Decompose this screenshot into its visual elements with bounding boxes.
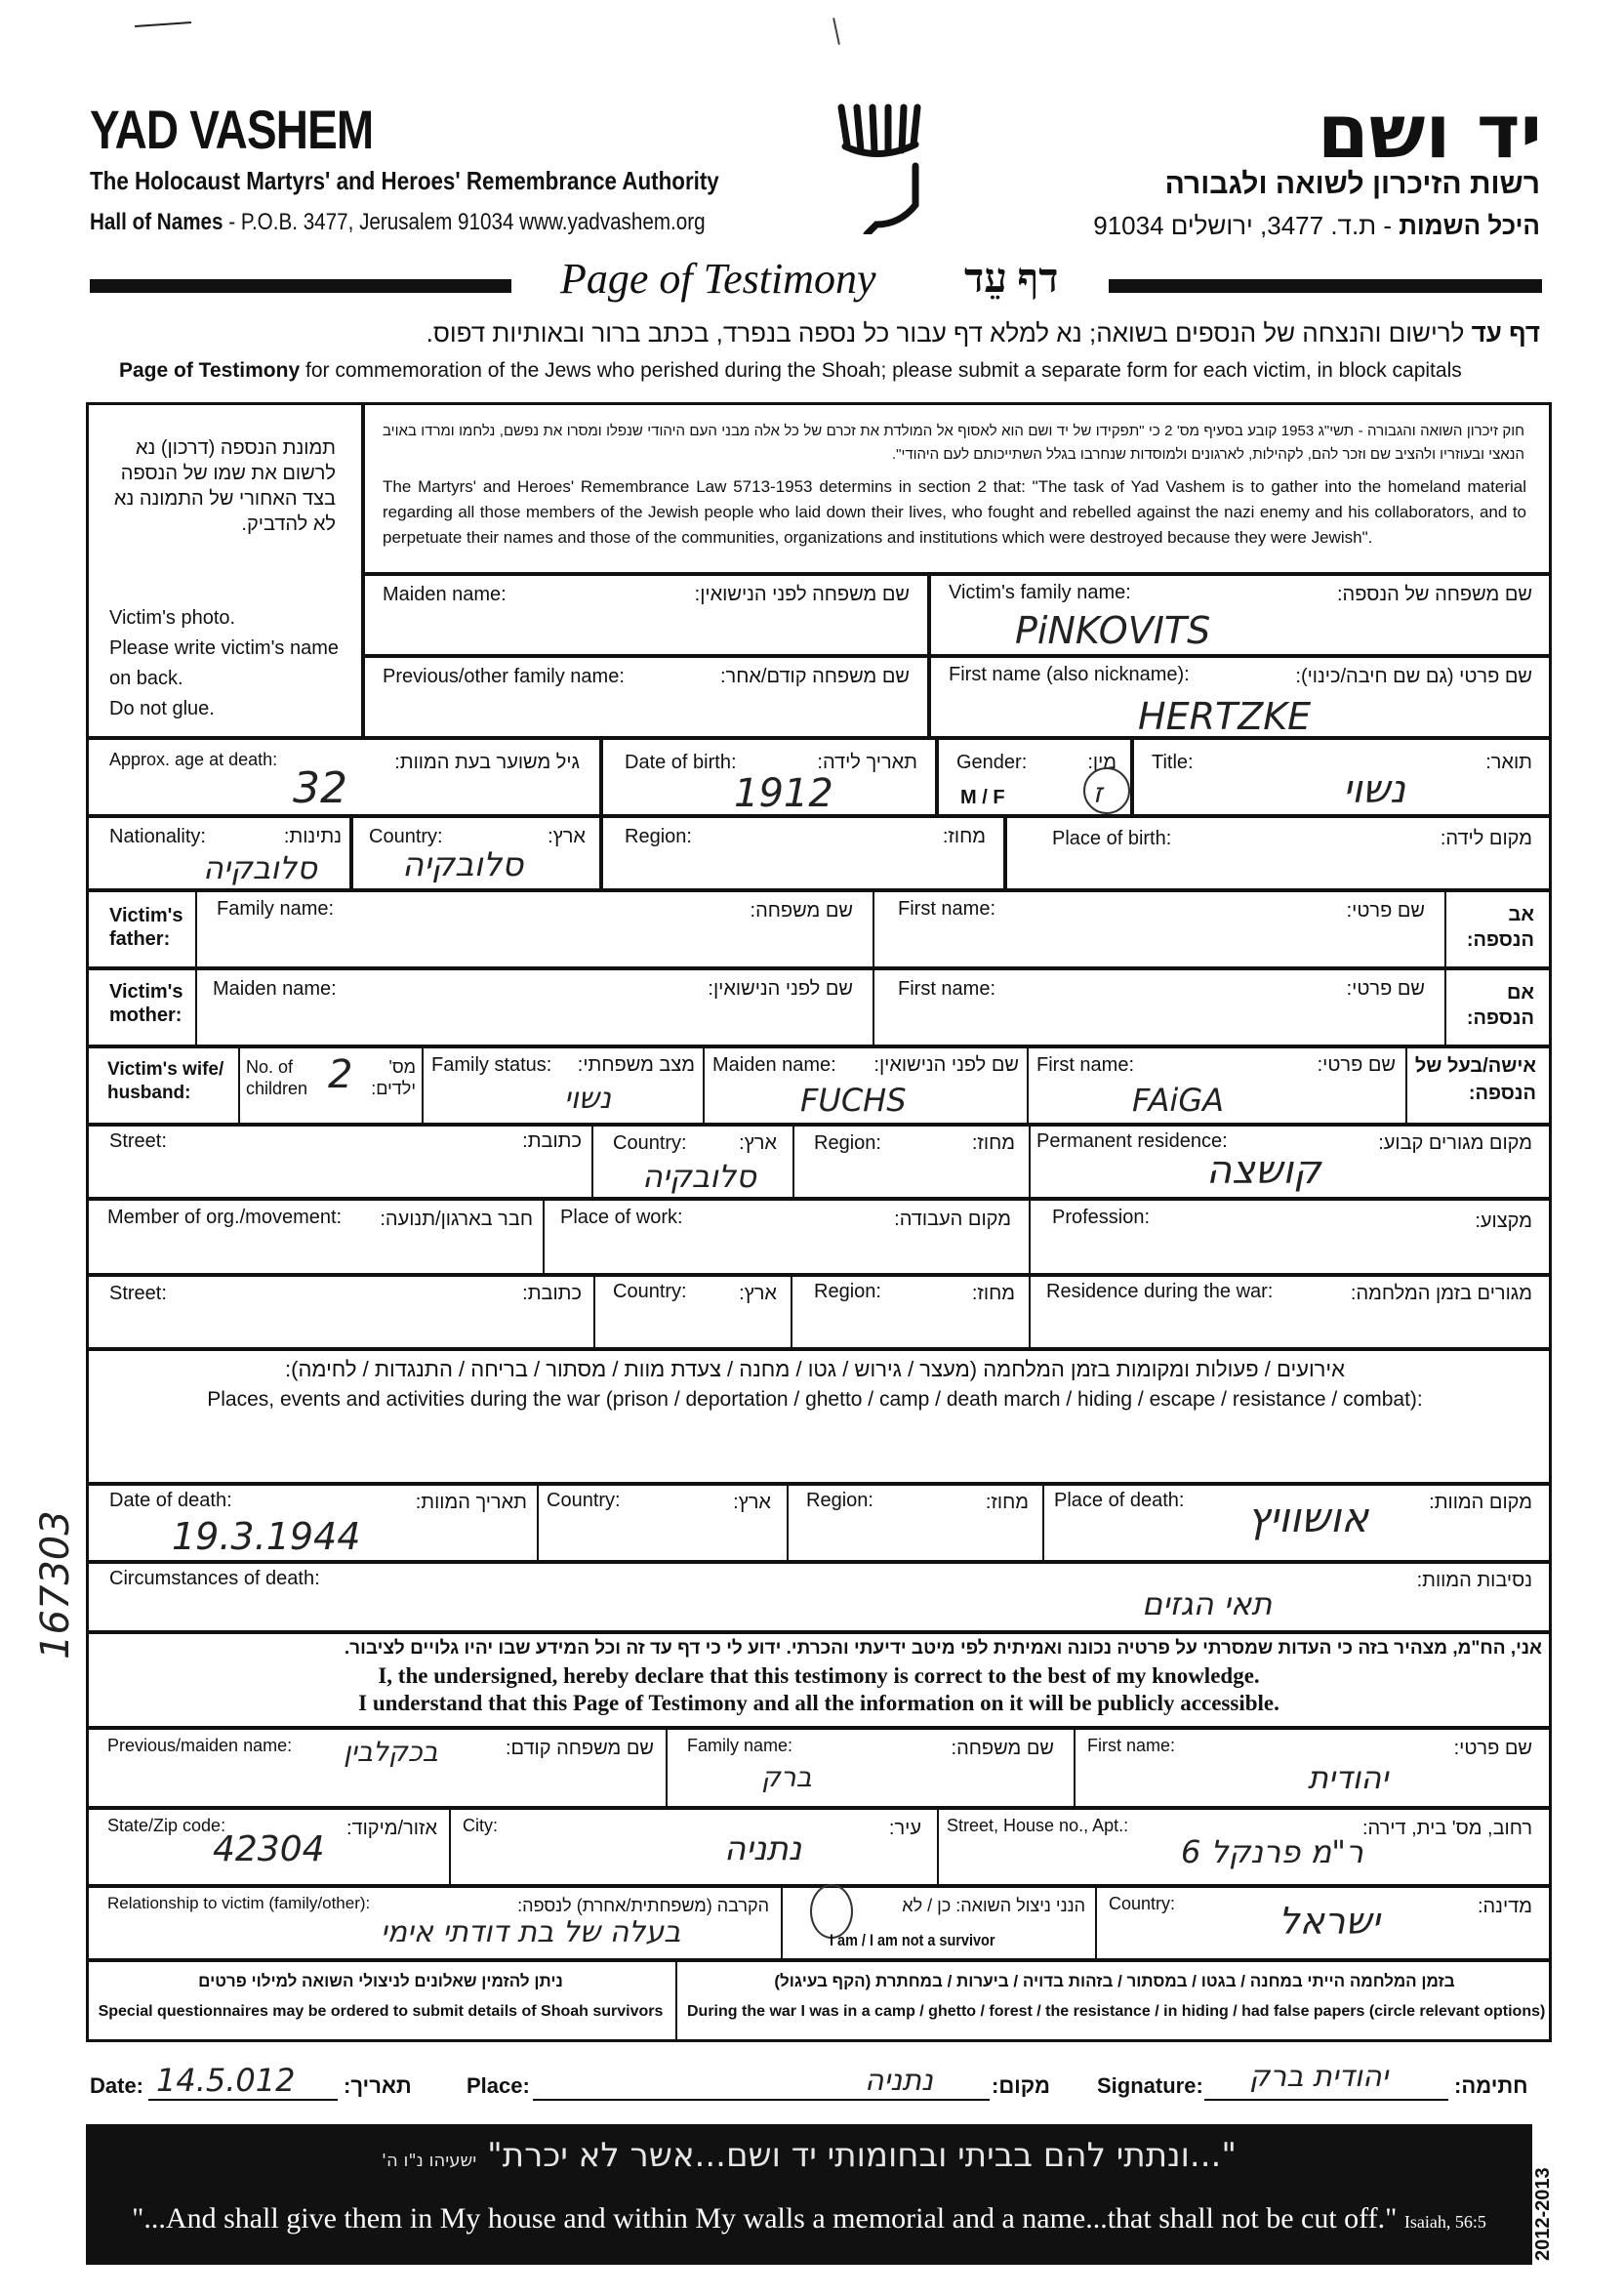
spouse-maiden-label-en: Maiden name: [712, 1054, 836, 1076]
declaration-he: אני, הח"מ, מצהיר בזה כי העדות שמסרתי על פרטיה נכונה ואמיתית לפי מיטב ידיעתי והכרתי. ידוע לי כי דף עד זה וכל המידע שבו יהיו גלויים לציבור. [344, 1638, 1542, 1659]
form-title-he: דף עֵד [964, 257, 1059, 302]
verse-he-ref: ישעיהו נ"ו ה' [382, 2151, 477, 2171]
mother-maiden-label-he: שם לפני הנישואין: [708, 978, 853, 1000]
top-scribble-mark [135, 21, 191, 27]
submitter-prev-label-he: שם משפחה קודם: [505, 1738, 654, 1759]
death-place-value: אושוויץ [1247, 1494, 1369, 1541]
verse-en-text: "...And shall give them in My house and within My walls a memorial and a name...that shall not be cut off." [132, 2202, 1398, 2234]
family-status-label-he: מצב משפחתי: [577, 1054, 695, 1076]
age-label-he: גיל משוער בעת המוות: [394, 752, 580, 773]
submitter-first-value: יהודית [1308, 1759, 1389, 1796]
residence-country-label-en: Country: [613, 1132, 687, 1154]
org-name-he: יד ושם [1317, 88, 1542, 175]
hall-he-label: היכל השמות [1399, 211, 1540, 240]
war-region-label-he: מחוז: [971, 1283, 1015, 1304]
signature-label-en: Signature: [1097, 2073, 1203, 2098]
country-label-he: ארץ: [548, 826, 586, 847]
zip-label-he: אזור/מיקוד: [345, 1818, 437, 1839]
yad-vashem-logo [832, 98, 925, 234]
hall-label: Hall of Names [90, 209, 223, 235]
org-subtitle-he: רשות הזיכרון לשואה ולגבורה [1164, 168, 1540, 200]
law-text-en: The Martyrs' and Heroes' Remembrance Law 5713-1953 determins in section 2 that: "The task of Yad Vashem is to gather into the homeland material regarding all those members of the Jewish people who laid down their lives, who fought and rebelled against the nazi enemy and his collaborators, and to perpetuate their names and those of the communities, organizations and institutions which were destroyed because they were Jewish". [383, 477, 1526, 547]
death-country-label-en: Country: [547, 1490, 621, 1511]
residence-country-value: סלובקיה [642, 1158, 756, 1195]
family-name-label-en: Victim's family name: [949, 582, 1131, 603]
permanent-residence-label-he: מקום מגורים קבוע: [1378, 1132, 1532, 1154]
org-subtitle-en: The Holocaust Martyrs' and Heroes' Remembrance Authority [90, 166, 719, 195]
war-country-label-he: ארץ: [739, 1283, 777, 1304]
nationality-label-he: נתינות: [283, 826, 342, 847]
member-org-label-he: חבר בארגון/תנועה: [380, 1209, 533, 1230]
survivor-label-he: הנני ניצול השואה: כן / לא [902, 1896, 1085, 1915]
photo-line-1: Victim's photo. [109, 607, 236, 629]
city-label-en: City: [463, 1816, 498, 1835]
death-country-label-he: ארץ: [733, 1492, 771, 1513]
gender-label-he: מין: [1087, 752, 1116, 773]
questionnaire-right-he: בזמן המלחמה הייתי במחנה / בגטו / במסתור / בזהות בדויה / ביערות / במחתרת (הקף בעיגול) [774, 1972, 1455, 1990]
father-row-label-he: אב הנספה: [1466, 904, 1534, 951]
previous-name-label-en: Previous/other family name: [383, 666, 625, 687]
mother-maiden-label-en: Maiden name: [213, 978, 337, 1000]
family-status-value: נשוי [564, 1082, 612, 1116]
spouse-row-label-en: Victim's wife/ husband: [107, 1059, 224, 1103]
submitter-first-label-he: שם פרטי: [1453, 1738, 1532, 1759]
nationality-label-en: Nationality: [109, 826, 206, 847]
title-value: נשוי [1343, 767, 1406, 812]
spouse-first-label-he: שם פרטי: [1317, 1054, 1396, 1076]
title-rule-right [1109, 279, 1542, 293]
instruction-en-bold: Page of Testimony [119, 359, 301, 382]
first-name-value: HERTZKE [1138, 695, 1312, 738]
circumstances-value: תאי הגזים [1142, 1585, 1273, 1622]
instruction-he-text: לרישום והנצחה של הנספים בשואה; נא למלא דף עבור כל נספה בנפרד, בכתב ברור ובאותיות דפוס. [426, 318, 1472, 348]
maiden-name-label-he: שם משפחה לפני הנישואין: [694, 584, 910, 605]
residence-country-label-he: ארץ: [739, 1132, 777, 1154]
title-field[interactable] [1132, 738, 1552, 816]
instruction-he [426, 318, 1540, 348]
title-label-en: Title: [1152, 752, 1194, 773]
war-region-label-en: Region: [814, 1281, 881, 1302]
hall-of-names-he [1093, 211, 1540, 241]
declaration-en-2: I understand that this Page of Testimony and all the information on it will be publicly accessible. [358, 1691, 1279, 1715]
instruction-en [119, 359, 1462, 383]
gender-value: ז [1093, 777, 1103, 809]
spouse-row-label-he: אישה/בעל של הנספה: [1414, 1055, 1536, 1104]
gender-label-en: Gender: [956, 752, 1028, 773]
permanent-residence-value: קושצה [1206, 1148, 1321, 1193]
father-family-label-he: שם משפחה: [750, 900, 853, 922]
place-of-work-label-en: Place of work: [560, 1207, 683, 1228]
father-first-label-he: שם פרטי: [1346, 900, 1425, 922]
form-title-en: Page of Testimony [560, 255, 876, 303]
nationality-value: סלובקיה [203, 849, 317, 886]
war-street-label-en: Street: [109, 1283, 167, 1304]
title-rule-left [90, 279, 511, 293]
death-place-label-en: Place of death: [1054, 1490, 1185, 1511]
city-label-he: עיר: [888, 1818, 921, 1839]
profession-label-en: Profession: [1052, 1207, 1151, 1228]
family-name-value: PiNKOVITS [1015, 609, 1211, 652]
place-value[interactable]: נתניה [865, 2064, 934, 2098]
archive-number: 167303 [33, 1510, 78, 1660]
verse-he [86, 2136, 1532, 2175]
residence-street-label-he: כתובת: [522, 1130, 582, 1152]
signature-value[interactable]: יהודית ברק [1249, 2060, 1389, 2094]
date-value[interactable]: 14.5.012 [156, 2062, 296, 2099]
submitter-country-label-he: מדינה: [1477, 1896, 1532, 1917]
residence-street-label-en: Street: [109, 1130, 167, 1152]
survivor-label-en[interactable]: I am / I am not a survivor [830, 1931, 995, 1949]
age-value: 32 [293, 763, 347, 813]
photo-line-2: Please write victim's name [109, 637, 339, 659]
questionnaire-left-he: ניתן להזמין שאלונים לניצולי השואה למילוי פרטים [198, 1972, 563, 1990]
street-house-label-en: Street, House no., Apt.: [947, 1816, 1129, 1835]
submitter-country-label-en: Country: [1109, 1894, 1176, 1913]
submitter-family-label-en: Family name: [687, 1736, 793, 1755]
declaration-en-1: I, the undersigned, hereby declare that this testimony is correct to the best of my knowledge. [378, 1663, 1260, 1688]
mother-first-input[interactable] [876, 1011, 1442, 1045]
submitter-family-value: ברק [761, 1761, 812, 1793]
law-text-he: חוק זיכרון השואה והגבורה - תשי"ג 1953 קובע בסעיף מס' 2 כי "תפקידו של יד ושם הוא לאסוף אל המולדת את זכרם של כל אלה מבני העם היהודי שנפלו ומסרו את נפשם, נלחמו ומרדו באויב הנאצי ובעוזריו ולהציב שם וזכר להם, לקהילות, לארגונים ולמוסדות שנחרבו בגלל השתייכותם לעם היהודי". [383, 423, 1524, 463]
country-value: סלובקיה [402, 845, 524, 884]
submitter-first-label-en: First name: [1087, 1736, 1176, 1755]
photo-line-3: on back. [109, 668, 183, 689]
place-of-birth-label-en: Place of birth: [1052, 828, 1172, 849]
children-label-en: No. of children [246, 1057, 308, 1098]
street-house-label-he: רחוב, מס' בית, דירה: [1361, 1818, 1532, 1839]
relationship-label-en: Relationship to victim (family/other): [107, 1894, 371, 1912]
profession-label-he: מקצוע: [1475, 1210, 1532, 1232]
place-of-birth-label-he: מקום לידה: [1440, 828, 1532, 849]
date-label-en: Date: [90, 2073, 144, 2098]
father-family-input[interactable] [199, 933, 871, 966]
mother-row-label-en: Victim's mother: [109, 981, 183, 1026]
region-label-he: מחוז: [942, 826, 986, 847]
spouse-first-value: FAiGA [1132, 1082, 1224, 1119]
children-label-he: מס' ילדים: [371, 1057, 416, 1098]
photo-instructions-he: תמונת הנספה (דרכון) נא לרשום את שמו של הנספה בצד האחורי של התמונה נא לא להדביק. [113, 437, 336, 535]
mother-maiden-input[interactable] [199, 1011, 871, 1045]
first-name-label-en: First name (also nickname): [949, 664, 1190, 685]
hall-of-names-en [90, 209, 706, 236]
org-name-en: YAD VASHEM [90, 99, 374, 160]
permanent-residence-label-en: Permanent residence: [1036, 1130, 1228, 1152]
death-date-label-en: Date of death: [109, 1490, 232, 1511]
dob-value: 1912 [734, 771, 833, 816]
father-first-input[interactable] [876, 933, 1442, 966]
questionnaire-left-en[interactable]: Special questionnaires may be ordered to submit details of Shoah survivors [98, 2003, 664, 2020]
war-country-label-en: Country: [613, 1281, 687, 1302]
mother-first-label-en: First name: [898, 978, 996, 1000]
verse-en [86, 2202, 1532, 2235]
spouse-maiden-label-he: שם לפני הנישואין: [873, 1054, 1019, 1076]
city-value: נתניה [724, 1829, 802, 1868]
date-label-he: תאריך: [344, 2073, 412, 2098]
war-street-label-he: כתובת: [522, 1283, 582, 1304]
verse-he-text: "...ונתתי להם בביתי ובחומותי יד ושם...אשר לא יכרת" [487, 2136, 1237, 2175]
mother-first-label-he: שם פרטי: [1346, 978, 1425, 1000]
submitter-family-label-he: שם משפחה: [951, 1738, 1054, 1759]
region-label-en: Region: [625, 826, 692, 847]
instruction-he-bold: דף עד [1471, 318, 1540, 348]
spouse-maiden-value: FUCHS [800, 1082, 907, 1119]
events-label-en: Places, events and activities during the war (prison / deportation / ghetto / camp / death march / hiding / escape / resistance / combat): [207, 1388, 1423, 1411]
verse-en-ref: Isaiah, 56:5 [1403, 2212, 1486, 2232]
instruction-en-text: for commemoration of the Jews who perished during the Shoah; please submit a separate form for each victim, in block capitals [300, 359, 1462, 382]
death-region-label-he: מחוז: [985, 1492, 1029, 1513]
family-status-label-en: Family status: [431, 1054, 552, 1076]
street-house-value: ר"מ פרנקל 6 [1181, 1833, 1363, 1870]
place-label-he: מקום: [992, 2073, 1050, 2098]
mother-row-label-he: אם הנספה: [1466, 982, 1534, 1029]
war-residence-label-en: Residence during the war: [1046, 1281, 1274, 1302]
submitter-prev-value: בכקלבין [344, 1736, 438, 1768]
father-row-label-en: Victim's father: [109, 905, 183, 950]
gender-circle-mark [1083, 767, 1130, 814]
top-tick-mark [832, 18, 840, 45]
zip-label-en: State/Zip code: [107, 1816, 226, 1835]
relationship-value: בעלה של בת דודתי אימי [381, 1915, 681, 1949]
member-org-label-en: Member of org./movement: [107, 1207, 343, 1228]
age-label-en: Approx. age at death: [109, 750, 278, 769]
place-label-en: Place: [467, 2073, 530, 2098]
first-name-label-he: שם פרטי (גם שם חיבה/כינוי): [1295, 666, 1532, 687]
address-he: - ת.ד. 3477, ירושלים 91034 [1093, 211, 1400, 240]
gender-options[interactable]: M / F [960, 787, 1005, 808]
country-label-en: Country: [369, 826, 443, 847]
side-year: 2012-2013 [1532, 2167, 1554, 2261]
photo-instructions-en [109, 603, 339, 724]
spouse-first-label-en: First name: [1036, 1054, 1135, 1076]
questionnaire-right-en: During the war I was in a camp / ghetto / forest / the resistance / in hiding / had false papers (circle relevant options) [687, 2003, 1546, 2020]
death-date-label-he: תאריך המוות: [415, 1492, 527, 1513]
zip-value: 42304 [213, 1829, 325, 1869]
maiden-name-label-en: Maiden name: [383, 584, 507, 605]
death-place-label-he: מקום המוות: [1429, 1492, 1532, 1513]
submitter-country-value: ישראל [1279, 1900, 1380, 1943]
address-en: - P.O.B. 3477, Jerusalem 91034 www.yadvashem.org [223, 209, 706, 235]
circumstances-label-en: Circumstances of death: [109, 1568, 320, 1589]
submitter-prev-label-en: Previous/maiden name: [107, 1736, 293, 1755]
death-region-label-en: Region: [806, 1490, 873, 1511]
place-of-work-label-he: מקום העבודה: [894, 1209, 1011, 1230]
signature-label-he: חתימה: [1454, 2073, 1528, 2098]
events-label-he: אירועים / פעולות ומקומות בזמן המלחמה (מעצר / גירוש / גטו / מחנה / צעדת מוות / מסתור / בריחה / התנגדות / לחימה): [285, 1357, 1345, 1381]
father-first-label-en: First name: [898, 898, 996, 920]
death-date-value: 19.3.1944 [172, 1515, 361, 1558]
war-residence-label-he: מגורים בזמן המלחמה: [1350, 1283, 1532, 1304]
photo-line-4: Do not glue. [109, 698, 215, 719]
residence-region-label-he: מחוז: [971, 1132, 1015, 1154]
family-name-label-he: שם משפחה של הנספה: [1336, 584, 1532, 605]
residence-region-label-en: Region: [814, 1132, 881, 1154]
father-family-label-en: Family name: [217, 898, 335, 920]
dob-label-he: תאריך לידה: [817, 752, 917, 773]
circumstances-label-he: נסיבות המוות: [1416, 1570, 1532, 1591]
children-value: 2 [328, 1052, 353, 1097]
dob-label-en: Date of birth: [625, 752, 737, 773]
previous-name-label-he: שם משפחה קודם/אחר: [719, 666, 910, 687]
relationship-label-he: הקרבה (משפחתית/אחרת) לנספה: [517, 1896, 769, 1915]
title-label-he: תואר: [1485, 752, 1532, 773]
